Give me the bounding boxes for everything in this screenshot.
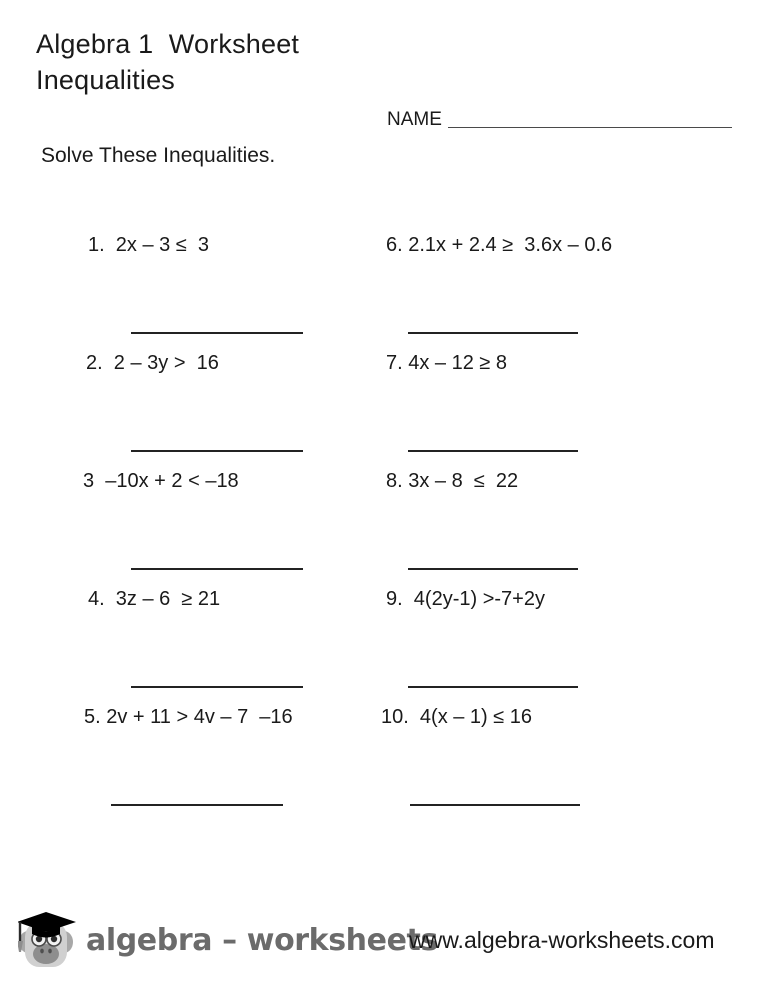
problem-item [88, 586, 418, 704]
answer-line-4[interactable] [131, 686, 303, 688]
answer-line-7[interactable] [408, 450, 578, 452]
problem-item [386, 350, 716, 468]
problem-item [88, 350, 418, 468]
problem-text-2: 2. 2 – 3y > 16 [86, 352, 219, 374]
page-title-line-1: Algebra 1 Worksheet [36, 29, 300, 59]
answer-line-8[interactable] [408, 568, 578, 570]
problem-text-9: 9. 4(2y-1) >-7+2y [386, 588, 545, 610]
problem-item [386, 586, 716, 704]
problem-item [386, 232, 716, 350]
page-footer [0, 900, 768, 994]
page-title [36, 26, 436, 98]
problem-text-5: 5. 2v + 11 > 4v – 7 –16 [84, 706, 293, 728]
problems-column-left [83, 232, 418, 822]
problem-text-3: 3 –10x + 2 < –18 [83, 470, 239, 492]
answer-line-1[interactable] [131, 332, 303, 334]
problems-column-right [381, 232, 716, 822]
answer-line-5[interactable] [111, 804, 283, 806]
problem-text-8: 8. 3x – 8 ≤ 22 [386, 470, 519, 492]
problem-text-10: 10. 4(x – 1) ≤ 16 [381, 706, 533, 728]
problem-text-1: 1. 2x – 3 ≤ 3 [88, 234, 210, 256]
problem-item [84, 704, 418, 822]
problem-item [83, 468, 418, 586]
instruction-text: Solve These Inequalities. [41, 144, 276, 167]
page-title-line-2: Inequalities [36, 65, 175, 95]
site-url-text: www.algebra-worksheets.com [409, 927, 715, 953]
answer-line-9[interactable] [408, 686, 578, 688]
problem-text-7: 7. 4x – 12 ≥ 8 [386, 352, 508, 374]
name-field-label: NAME [387, 109, 442, 130]
problem-item [381, 704, 716, 822]
site-logo [18, 908, 438, 978]
answer-line-2[interactable] [131, 450, 303, 452]
name-field[interactable] [387, 109, 732, 131]
problem-item [386, 468, 716, 586]
answer-line-3[interactable] [131, 568, 303, 570]
site-logo-text: algebra – worksheets [86, 923, 438, 958]
problem-item [88, 232, 418, 350]
name-field-rule[interactable] [448, 127, 732, 128]
problem-text-4: 4. 3z – 6 ≥ 21 [88, 588, 221, 610]
answer-line-6[interactable] [408, 332, 578, 334]
answer-line-10[interactable] [410, 804, 580, 806]
problem-text-6: 6. 2.1x + 2.4 ≥ 3.6x – 0.6 [386, 234, 613, 256]
graduation-ape-mascot-icon [18, 908, 84, 972]
